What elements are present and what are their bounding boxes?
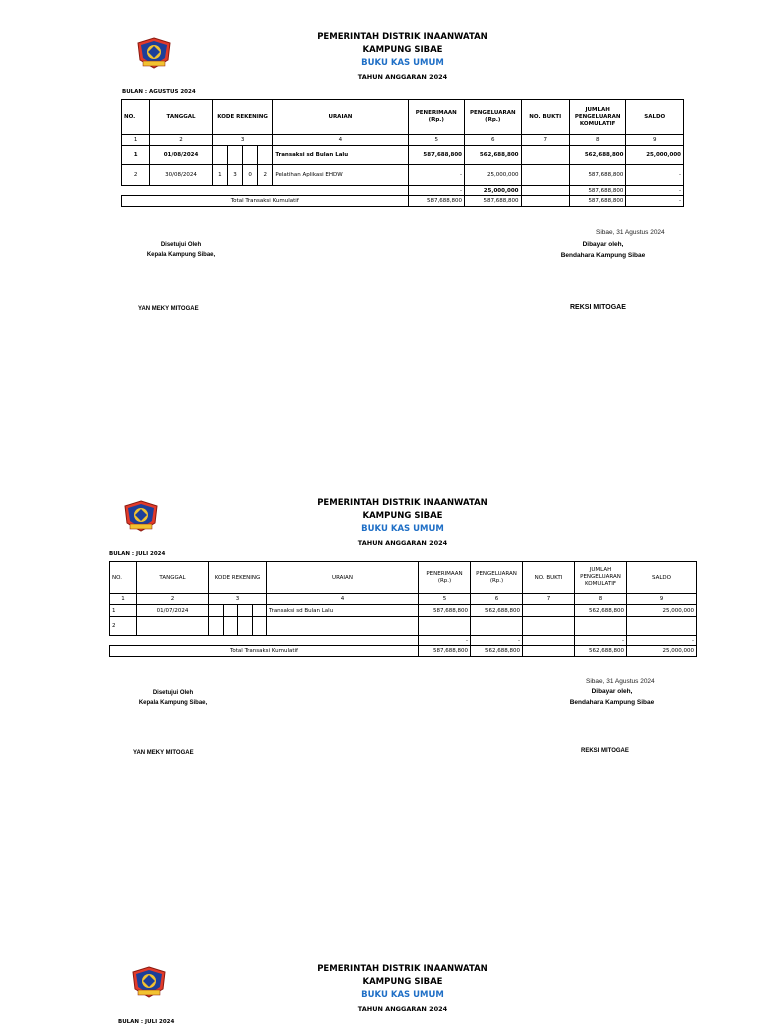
table-row <box>122 165 684 186</box>
code-digit <box>243 146 258 164</box>
col-header: TANGGAL <box>150 100 213 135</box>
right-signer-name: REKSI MITOGAE <box>570 304 626 311</box>
code-digit <box>258 146 272 164</box>
col-header: NO. <box>122 100 150 135</box>
left-title-2: Kepala Kampung Sibae, <box>138 700 208 706</box>
col-number: 3 <box>212 135 273 146</box>
table-row <box>110 605 697 617</box>
header-year: TAHUN ANGGARAN 2024 <box>357 1005 448 1013</box>
place-date: Sibae, 31 Agustus 2024 <box>586 678 655 685</box>
cell-balance: - <box>627 636 697 646</box>
total-receipt: 587,688,800 <box>419 646 471 657</box>
cell-balance: 25,000,000 <box>627 605 697 617</box>
cell-cumulative: 562,688,800 <box>569 146 626 165</box>
place-date: Sibae, 31 Agustus 2024 <box>596 229 665 236</box>
cell-no: 2 <box>122 165 150 186</box>
code-digit <box>209 605 224 616</box>
right-title-2: Bendahara Kampung Sibae <box>560 252 646 259</box>
cell-balance: - <box>626 165 684 186</box>
col-number: 4 <box>273 135 408 146</box>
cell-cumulative: 587,688,800 <box>569 165 626 186</box>
col-header: NO. BUKTI <box>521 100 569 135</box>
col-number: 7 <box>521 135 569 146</box>
col-header: KODE REKENING <box>212 100 273 135</box>
col-header: NO. <box>110 562 137 594</box>
col-header: PENERIMAAN (Rp.) <box>419 562 471 594</box>
code-digit <box>253 617 267 635</box>
right-title-1: Dibayar oleh, <box>582 241 624 248</box>
cell-expense: 25,000,000 <box>465 165 522 186</box>
col-number: 7 <box>523 594 575 605</box>
col-header: SALDO <box>627 562 697 594</box>
right-signer-title <box>548 239 658 261</box>
total-receipt: 587,688,800 <box>408 196 465 207</box>
column-number-row <box>110 594 697 605</box>
cell-description: Pelatihan Aplikasi EHDW <box>273 165 408 186</box>
cell-expense: - <box>471 636 523 646</box>
cell-date: 01/08/2024 <box>150 146 213 165</box>
total-label: Total Transaksi Kumulatif <box>110 646 419 657</box>
cell-account-code <box>209 605 267 617</box>
code-digit <box>228 146 243 164</box>
col-header: PENGELUARAN (Rp.) <box>465 100 522 135</box>
col-number: 1 <box>110 594 137 605</box>
cell-receipt: - <box>408 165 465 186</box>
header-government: PEMERINTAH DISTRIK INAANWATAN <box>317 32 488 42</box>
header-title: BUKU KAS UMUM <box>361 990 444 1000</box>
cell-balance <box>627 617 697 636</box>
cell-cumulative: 562,688,800 <box>575 605 627 617</box>
header-village: KAMPUNG SIBAE <box>362 511 443 521</box>
total-expense: 562,688,800 <box>471 646 523 657</box>
subtotal-row <box>122 186 684 196</box>
code-digit <box>213 146 228 164</box>
cash-book-table <box>121 99 684 207</box>
col-number: 9 <box>626 135 684 146</box>
left-signer-title <box>130 688 216 708</box>
header-government: PEMERINTAH DISTRIK INAANWATAN <box>317 498 488 508</box>
code-digit: 0 <box>243 165 258 185</box>
header-year: TAHUN ANGGARAN 2024 <box>357 73 448 81</box>
document-header <box>250 30 555 84</box>
cell-balance: 25,000,000 <box>626 146 684 165</box>
cell-receipt <box>419 617 471 636</box>
col-number: 3 <box>209 594 267 605</box>
header-government: PEMERINTAH DISTRIK INAANWATAN <box>317 964 488 974</box>
col-header: JUMLAH PENGELUARAN KOMULATIF <box>569 100 626 135</box>
cell-date: 01/07/2024 <box>137 605 209 617</box>
emblem-icon <box>129 965 169 999</box>
code-digit: 3 <box>228 165 243 185</box>
code-digit <box>238 617 253 635</box>
cell-balance: - <box>626 186 684 196</box>
cell-date <box>137 617 209 636</box>
col-number: 5 <box>408 135 465 146</box>
col-header: PENERIMAAN (Rp.) <box>408 100 465 135</box>
total-label: Total Transaksi Kumulatif <box>122 196 409 207</box>
table-row <box>122 146 684 165</box>
cell-expense: 562,688,800 <box>471 605 523 617</box>
total-cumulative: 562,688,800 <box>575 646 627 657</box>
col-header: KODE REKENING <box>209 562 267 594</box>
cell-receipt: - <box>408 186 465 196</box>
document-header <box>250 496 555 550</box>
col-header: URAIAN <box>273 100 408 135</box>
left-title-2: Kepala Kampung Sibae, <box>146 252 216 258</box>
col-header: URAIAN <box>267 562 419 594</box>
column-header-row <box>122 100 684 135</box>
cell-proof <box>523 605 575 617</box>
left-title-1: Disetujui Oleh <box>152 690 194 696</box>
col-number: 6 <box>471 594 523 605</box>
cell-account-code <box>212 146 273 165</box>
month-label: BULAN : JULI 2024 <box>109 551 166 557</box>
emblem-icon <box>121 499 161 533</box>
cell-expense: 562,688,800 <box>465 146 522 165</box>
cell-cumulative <box>575 617 627 636</box>
month-label: BULAN : JULI 2024 <box>118 1019 175 1025</box>
table-row <box>110 617 697 636</box>
total-row <box>122 196 684 207</box>
col-header: SALDO <box>626 100 684 135</box>
cell-expense <box>471 617 523 636</box>
subtotal-row <box>110 636 697 646</box>
code-digit: 1 <box>213 165 228 185</box>
col-number: 4 <box>267 594 419 605</box>
header-village: KAMPUNG SIBAE <box>362 977 443 987</box>
total-expense: 587,688,800 <box>465 196 522 207</box>
col-number: 6 <box>465 135 522 146</box>
right-title-1: Dibayar oleh, <box>591 688 633 695</box>
cell-no: 1 <box>122 146 150 165</box>
cash-book-table <box>109 561 697 657</box>
right-title-2: Bendahara Kampung Sibae <box>569 699 655 706</box>
header-year: TAHUN ANGGARAN 2024 <box>357 539 448 547</box>
cell-cumulative: 587,688,800 <box>569 186 626 196</box>
col-number: 8 <box>575 594 627 605</box>
cell-proof <box>521 165 569 186</box>
header-title: BUKU KAS UMUM <box>361 524 444 534</box>
cell-proof <box>521 146 569 165</box>
total-balance: - <box>626 196 684 207</box>
col-header: TANGGAL <box>137 562 209 594</box>
column-number-row <box>122 135 684 146</box>
column-header-row <box>110 562 697 594</box>
cell-cumulative: - <box>575 636 627 646</box>
cell-description <box>267 617 419 636</box>
col-number: 5 <box>419 594 471 605</box>
cell-expense: 25,000,000 <box>465 186 522 196</box>
code-digit <box>253 605 267 616</box>
col-header: JUMLAH PENGELUARAN KOMULATIF <box>575 562 627 594</box>
col-number: 9 <box>627 594 697 605</box>
right-signer-name: REKSI MITOGAE <box>581 748 629 754</box>
cell-account-code <box>212 165 273 186</box>
code-digit <box>224 605 239 616</box>
col-header: PENGELUARAN (Rp.) <box>471 562 523 594</box>
cell-description: Transaksi sd Bulan Lalu <box>267 605 419 617</box>
col-number: 8 <box>569 135 626 146</box>
cell-receipt: 587,688,800 <box>408 146 465 165</box>
cell-description: Transaksi sd Bulan Lalu <box>273 146 408 165</box>
left-signer-name: YAN MEKY MITOGAE <box>133 750 194 756</box>
header-title: BUKU KAS UMUM <box>361 58 444 68</box>
left-title-1: Disetujui Oleh <box>160 242 202 248</box>
emblem-icon <box>134 36 174 70</box>
col-number: 2 <box>137 594 209 605</box>
total-row <box>110 646 697 657</box>
document-header <box>250 962 555 1016</box>
code-digit <box>209 617 224 635</box>
left-signer-name: YAN MEKY MITOGAE <box>138 306 199 312</box>
month-label: BULAN : AGUSTUS 2024 <box>122 89 196 95</box>
total-cumulative: 587,688,800 <box>569 196 626 207</box>
cell-receipt: - <box>419 636 471 646</box>
code-digit <box>224 617 239 635</box>
code-digit <box>238 605 253 616</box>
right-signer-title <box>557 686 667 708</box>
col-number: 1 <box>122 135 150 146</box>
col-header: NO. BUKTI <box>523 562 575 594</box>
total-balance: 25,000,000 <box>627 646 697 657</box>
cell-no: 1 <box>110 605 137 617</box>
cell-proof <box>523 617 575 636</box>
cell-date: 30/08/2024 <box>150 165 213 186</box>
col-number: 2 <box>150 135 213 146</box>
left-signer-title <box>138 240 224 260</box>
header-village: KAMPUNG SIBAE <box>362 45 443 55</box>
cell-no: 2 <box>110 617 137 636</box>
code-digit: 2 <box>263 172 268 178</box>
cell-receipt: 587,688,800 <box>419 605 471 617</box>
cell-account-code <box>209 617 267 636</box>
